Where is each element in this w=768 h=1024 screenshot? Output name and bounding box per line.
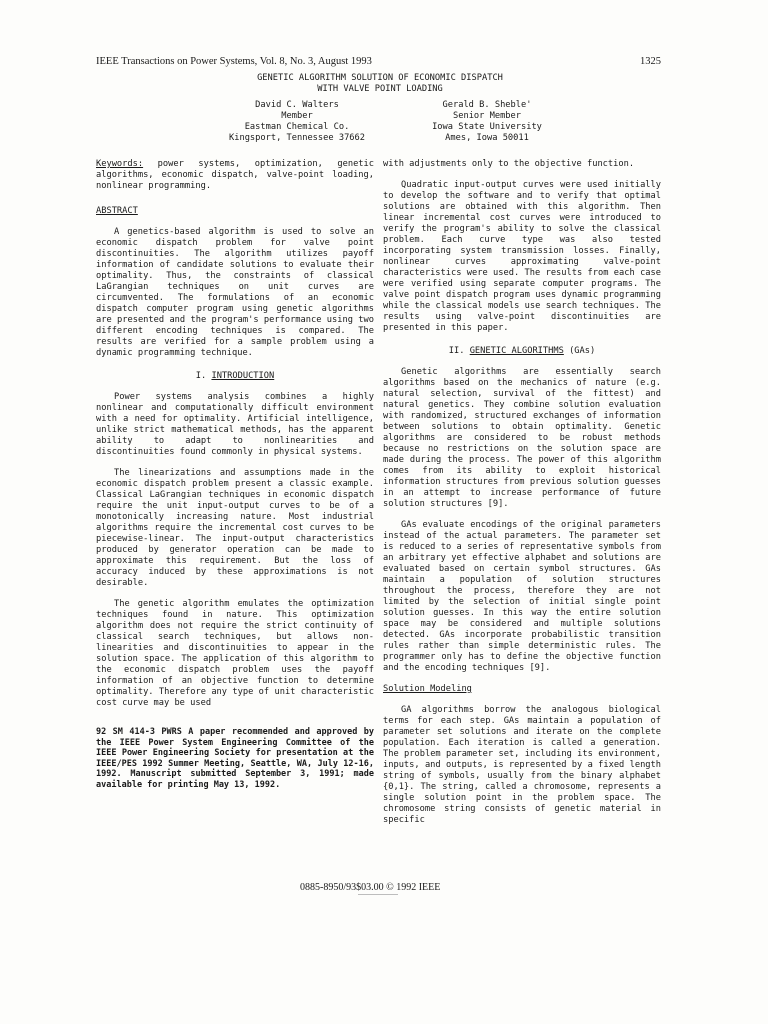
author-location: Kingsport, Tennessee 37662 <box>229 133 365 143</box>
intro-paragraph-4: Quadratic input-output curves were used initially to develop the software and to verify that optimal solutions are obtained with this algorithm. Then linear incremental cost curves were introduced to verify the program's ability to solve the classical problem. Each curve type was also tested incorporating system transmission losses. Finally, nonlinear curves approximating valve-point characteristics were used. The results from each case were verified using separate computer programs. The valve point dispatch program uses dynamic programming while the classical models use search techniques. The results using valve-point discontinuities are presented in this paper. <box>383 180 661 333</box>
abstract-text: A genetics-based algorithm is used to solve an economic dispatch problem for valve point discontinuities. The algorithm utilizes payoff information of candidate solutions to evaluate their optimality. Thus, the constraints of classical LaGrangian techniques on unit curves are circumvented. The formulations of an economic dispatch computer program using genetic algorithms are presented and the program's performance using two different encoding techniques is compared. The results are verified for a sample problem using a dynamic programming technique. <box>96 227 374 358</box>
title-line-1: GENETIC ALGORITHM SOLUTION OF ECONOMIC DISPATCH <box>257 73 503 83</box>
author-name: David C. Walters <box>255 100 339 110</box>
intro-paragraph-1: Power systems analysis combines a highly nonlinear and computationally difficult environment with a need for optimality. Artificial intelligence, unlike strict mathematical methods, has the apparent ability to adapt to nonlinearities and discontinuities found commonly in physical systems. <box>96 392 374 457</box>
scan-artifact-line <box>358 894 398 895</box>
author-location: Ames, Iowa 50011 <box>445 133 529 143</box>
ga-paragraph-3: GA algorithms borrow the analogous biological terms for each step. GAs maintain a population of parameter set solutions and iterate on the complete population. Each iteration is called a generation. The problem parameter set, including its environment, inputs, and outputs, is represented by a fixed length string of symbols, usually from the binary alphabet {0,1}. The string, called a chromosome, represents a single solution point in the problem space. The chromosome string consists of genetic material in specific <box>383 705 661 825</box>
section-1-heading: I. INTRODUCTION <box>195 371 275 381</box>
author-block-1 <box>202 100 392 144</box>
section-2-heading: II. GENETIC ALGORITHMS (GAs) <box>448 346 596 356</box>
ga-paragraph-2: GAs evaluate encodings of the original parameters instead of the actual parameters. The parameter set is reduced to a series of representative symbols from an arbitrary yet effective alphabet and solutions are evaluated based on certain symbol structures. GAs maintain a population of solution structures throughout the process, therefore they are not limited by the selection of initial single point solution guesses. In this way the entire solution space may be considered and multiple solutions detected. GAs incorporate probabilistic transition rules rather than simple deterministic rules. The programmer only has to define the objective function and the encoding techniques [9]. <box>383 520 661 673</box>
paper-title <box>150 73 610 95</box>
copyright-notice: 0885-8950/93$03.00 © 1992 IEEE <box>300 882 441 893</box>
keywords-text: power systems, optimization, genetic algorithms, economic dispatch, valve-point loading, nonlinear programming. <box>96 159 374 191</box>
author-org: Eastman Chemical Co. <box>244 122 350 132</box>
intro-paragraph-2: The linearizations and assumptions made in the economic dispatch problem present a classic example. Classical LaGrangian techniques in economic dispatch require the unit input-output curves to be of a monotonically increasing nature. Most industrial algorithms require the incremental cost curves to be piecewise-linear. The input-output characteristics produced by generator operation can be made to approximate this requirement. But the loss of accuracy induced by these approximations is not desirable. <box>96 468 374 588</box>
solution-modeling-heading: Solution Modeling <box>383 684 472 694</box>
intro-paragraph-3: The genetic algorithm emulates the optimization techniques found in nature. This optimization algorithm does not require the strict continuity of classical search techniques, but allows non-linearities and discontinuities to appear in the solution space. The application of this algorithm to the economic dispatch problem uses the payoff information of an objective function to determine optimality. Therefore any type of unit characteristic cost curve may be used <box>96 599 374 708</box>
right-column <box>383 159 661 836</box>
title-line-2: WITH VALVE POINT LOADING <box>317 84 443 94</box>
footnote: 92 SM 414-3 PWRS A paper recommended and approved by the IEEE Power System Engineering Committee of the IEEE Power Engineering Society for presentation at the IEEE/PES 1992 Summer Meeting, Seattle, WA, July 12-16, 1992. Manuscript submitted September 3, 1991; made available for printing May 13, 1992. <box>96 727 374 790</box>
author-block-2 <box>392 100 582 144</box>
page-number: 1325 <box>640 56 661 67</box>
author-name: Gerald B. Sheble' <box>442 100 532 110</box>
author-org: Iowa State University <box>432 122 542 132</box>
keywords-label: Keywords: <box>96 159 144 169</box>
abstract-heading: ABSTRACT <box>96 206 138 216</box>
keywords <box>96 159 374 192</box>
author-role: Member <box>281 111 313 121</box>
ga-paragraph-1: Genetic algorithms are essentially search algorithms based on the mechanics of nature (e.g. natural selection, survival of the fittest) and natural genetics. They combine solution evaluation with randomized, structured exchanges of information between solutions to obtain optimality. Genetic algorithms are considered to be robust methods because no restrictions on the solution space are made during the process. The power of this algorithm comes from its ability to exploit historical information structures from previous solution guesses in an attempt to increase performance of future solution structures [9]. <box>383 367 661 509</box>
continued-text: with adjustments only to the objective function. <box>383 159 635 169</box>
author-role: Senior Member <box>453 111 521 121</box>
journal-header: IEEE Transactions on Power Systems, Vol. 8, No. 3, August 1993 <box>96 56 372 67</box>
left-column <box>96 159 374 799</box>
